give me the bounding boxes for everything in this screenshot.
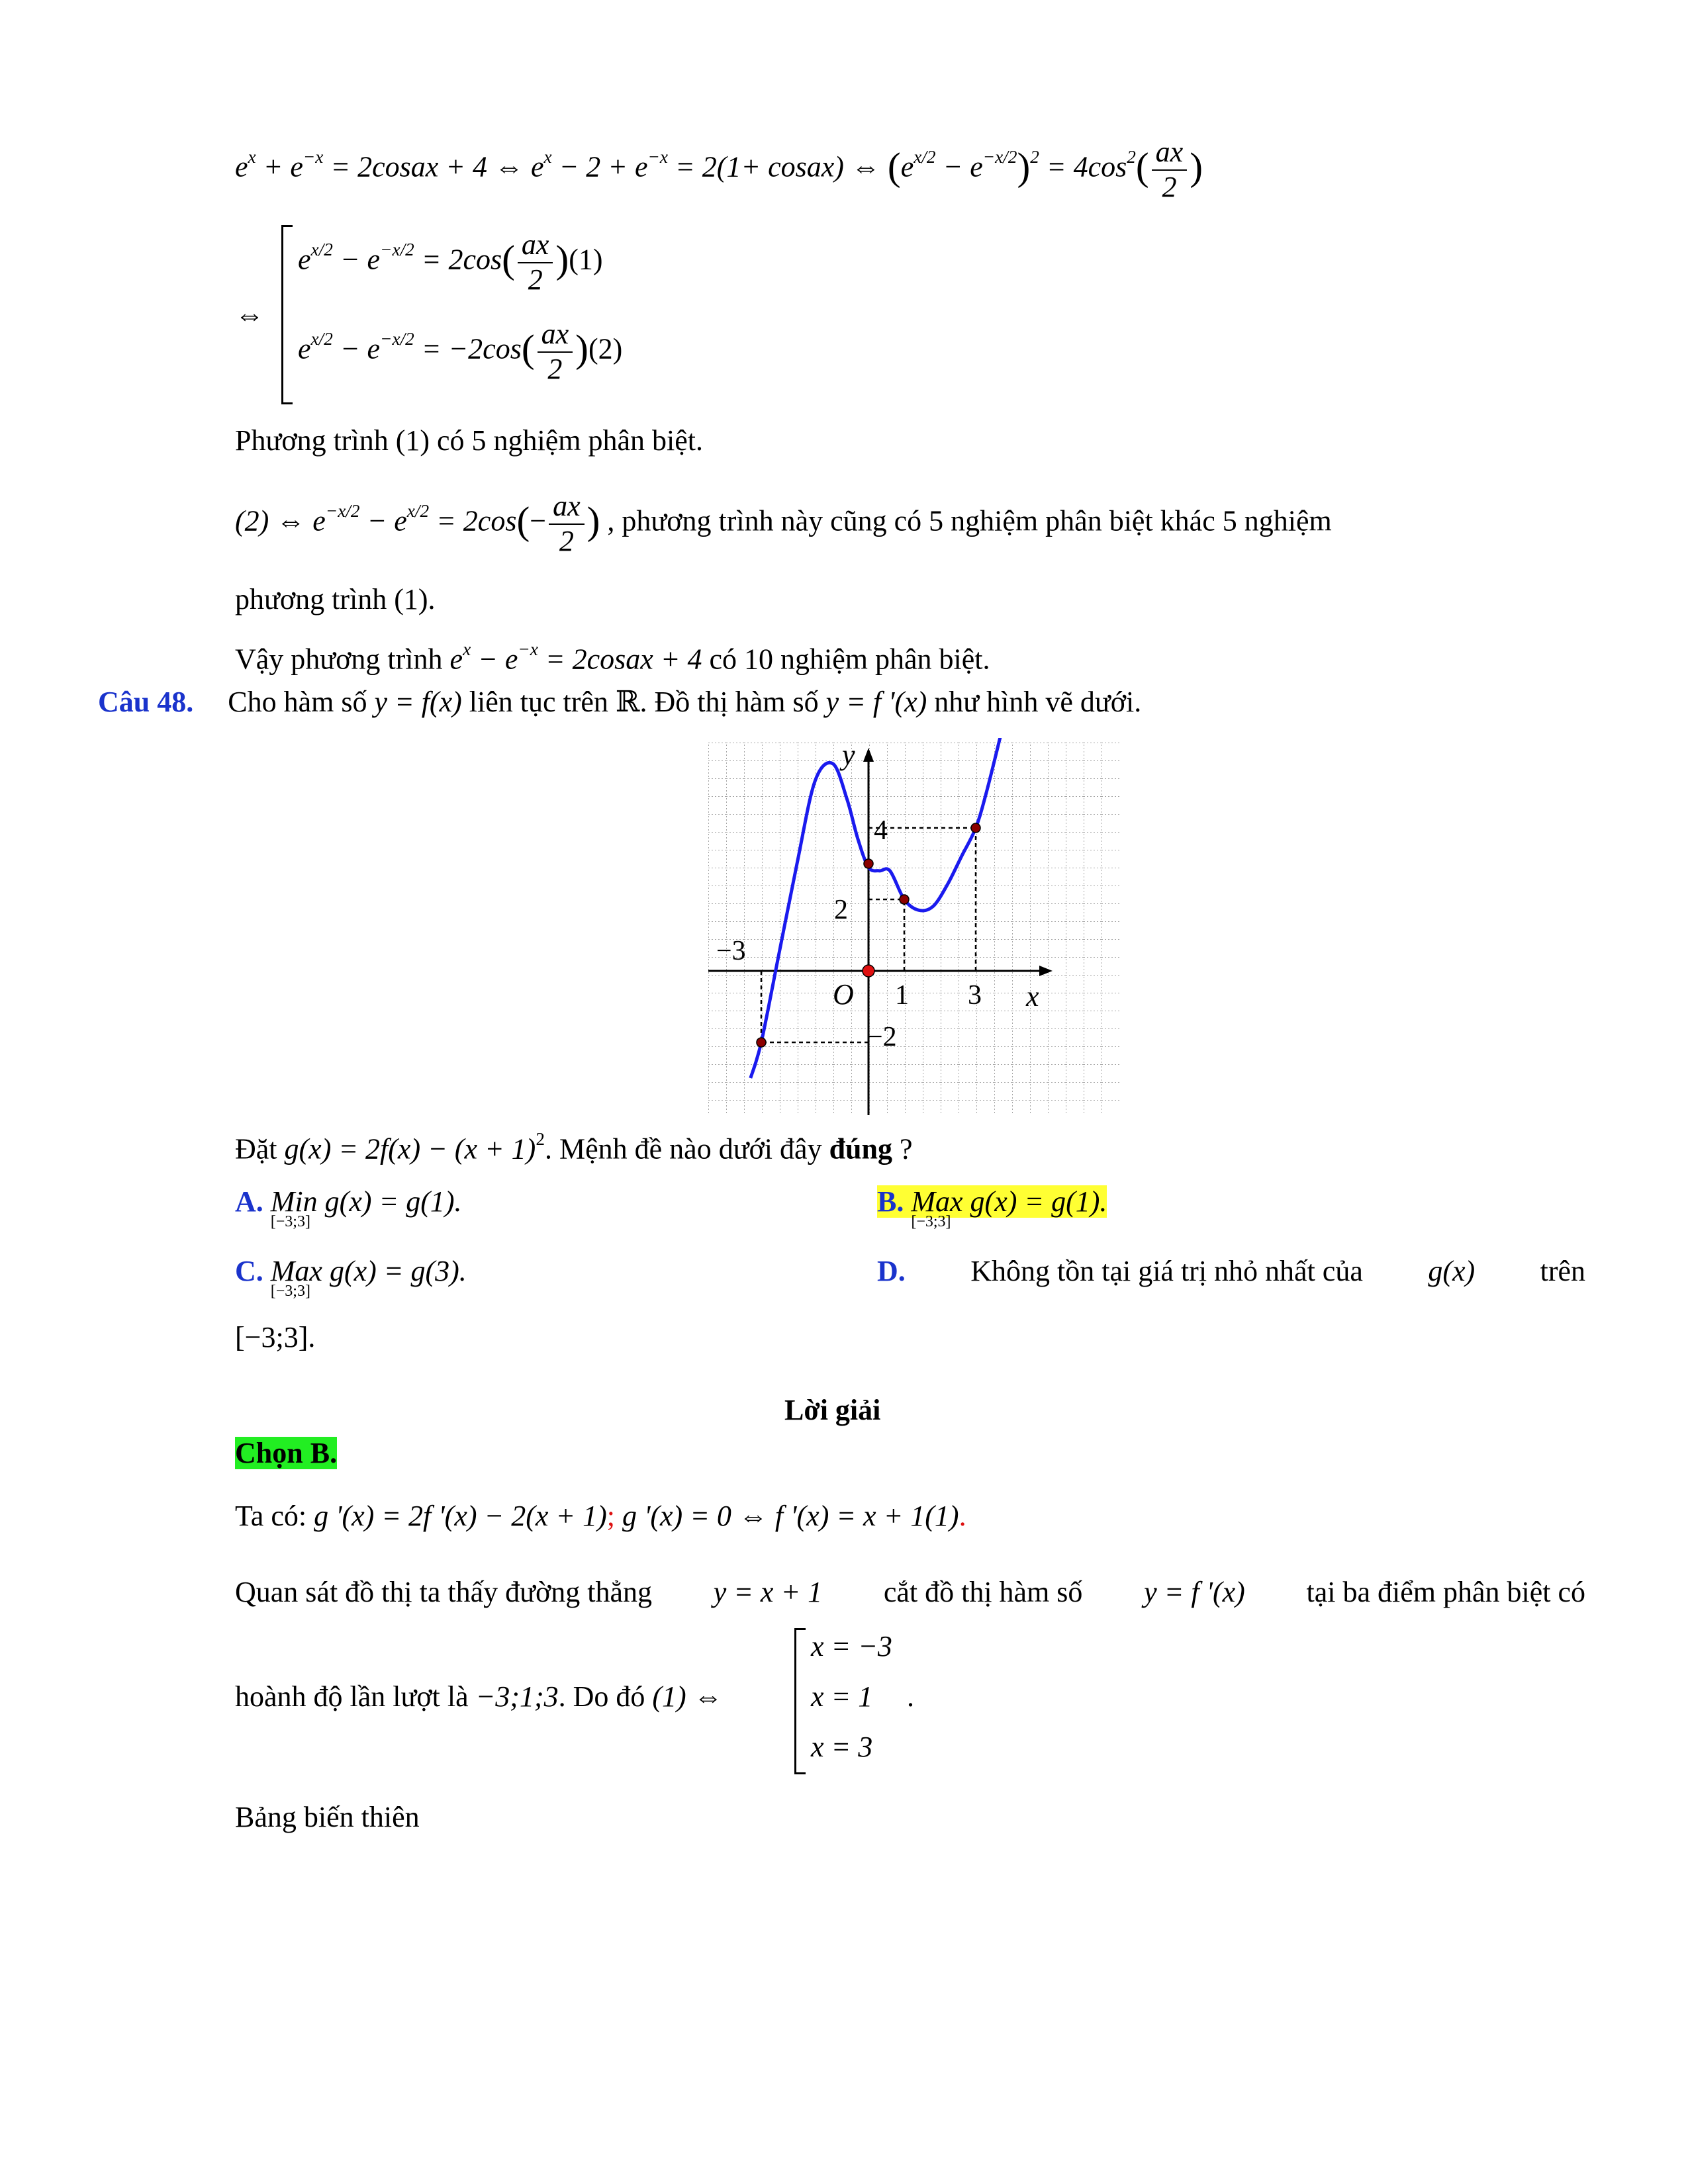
- option-c[interactable]: C. Max [−3;3] g(x) = g(3).: [235, 1255, 467, 1300]
- roots-bracket: [794, 1628, 806, 1774]
- label-neg3: −3: [716, 936, 746, 966]
- tick-label-y-neg2: −2: [867, 1022, 897, 1052]
- question-number: Câu 48.: [98, 686, 194, 718]
- statement-conclusion: Vậy phương trình $e^x - e^{-x}$ = 2cosax + 4 có 10 nghiệm phân biệt.: [235, 639, 990, 676]
- option-a[interactable]: A. Min [−3;3] g(x) = g(1).: [235, 1185, 462, 1230]
- roots-period: .: [907, 1680, 914, 1713]
- solution-line-3: hoành độ lần lượt là −3;1;3. Do đó (1) ⇔: [235, 1680, 723, 1713]
- case-bracket: [281, 225, 293, 404]
- variation-table-title: Bảng biến thiên: [235, 1801, 420, 1833]
- solution-line-2: Quan sát đồ thị ta thấy đường thẳng y = x + 1 cắt đồ thị hàm số y = f '(x) tại ba điểm phân biệt có: [235, 1576, 1585, 1608]
- solution-heading: Lời giải: [784, 1394, 881, 1426]
- marked-point-1: [864, 859, 873, 868]
- case-equation-1: $e^{x/2} - e^{-x/2} = 2\cos$( $\frac{ax}{2}$ )(1): [298, 228, 603, 296]
- chosen-answer: Chọn B.: [235, 1437, 338, 1469]
- root-1: x = −3: [811, 1630, 892, 1662]
- equation-line-1: $e^x + e^{-x}$ = 2cosax + 4 ⇔ $e^x - 2 + e^{-x} = 2(1+$ cosax) ⇔ $(e^{x/2} - e^{-x/2})^2 = 4\cos^2$( $\frac{ax}{2}$ ): [235, 136, 1203, 203]
- solution-line-1: Ta có: g '(x) = 2f '(x) − 2(x + 1); g '(x) = 0 ⇔ f '(x) = x + 1(1).: [235, 1500, 966, 1532]
- tick-label-y-4: 4: [874, 815, 888, 846]
- marked-point-2: [900, 895, 909, 904]
- tick-label-x-3: 3: [968, 980, 982, 1011]
- axis-label-x: x: [1026, 980, 1039, 1013]
- tick-label-y-2: 2: [834, 895, 848, 925]
- graph-grid: [708, 743, 1119, 1115]
- statement-eq1-roots: Phương trình (1) có 5 nghiệm phân biệt.: [235, 424, 704, 457]
- case-equation-2: $e^{x/2} - e^{-x/2} = -2\cos$( $\frac{ax}{2}$ )(2): [298, 318, 623, 385]
- equivalence-symbol: ⇔: [235, 298, 264, 331]
- tick-label-x-1: 1: [895, 980, 909, 1011]
- option-d-interval: [−3;3].: [235, 1321, 316, 1353]
- axis-label-y: y: [842, 739, 855, 771]
- option-b[interactable]: B. Max [−3;3] g(x) = g(1).: [877, 1185, 1107, 1230]
- option-d[interactable]: D. Không tồn tại giá trị nhỏ nhất của g(x) trên: [877, 1255, 1585, 1287]
- root-2: x = 1: [811, 1680, 873, 1713]
- origin-label: O: [833, 978, 854, 1011]
- marked-point-3: [971, 823, 980, 833]
- question-line: Câu 48. Cho hàm số y = f(x) liên tục trên ℝ. Đồ thị hàm số y = f '(x) như hình vẽ dưới.: [98, 686, 1142, 718]
- origin-point: [863, 965, 874, 977]
- statement-eq2: (2) ⇔ $e^{-x/2} - e^{x/2} = 2\cos(-$ $\frac{ax}{2}$ ) , phương trình này cũng có 5 nghiệm phân biệt khác 5 nghiệm: [235, 490, 1332, 557]
- derivative-graph: [702, 738, 1125, 1122]
- statement-eq2-cont: phương trình (1).: [235, 583, 436, 615]
- marked-point-0: [757, 1038, 766, 1047]
- root-3: x = 3: [811, 1731, 873, 1763]
- definition-line: Đặt $g(x) = 2f(x) - (x + 1)^2$. Mệnh đề nào dưới đây đúng ?: [235, 1129, 913, 1165]
